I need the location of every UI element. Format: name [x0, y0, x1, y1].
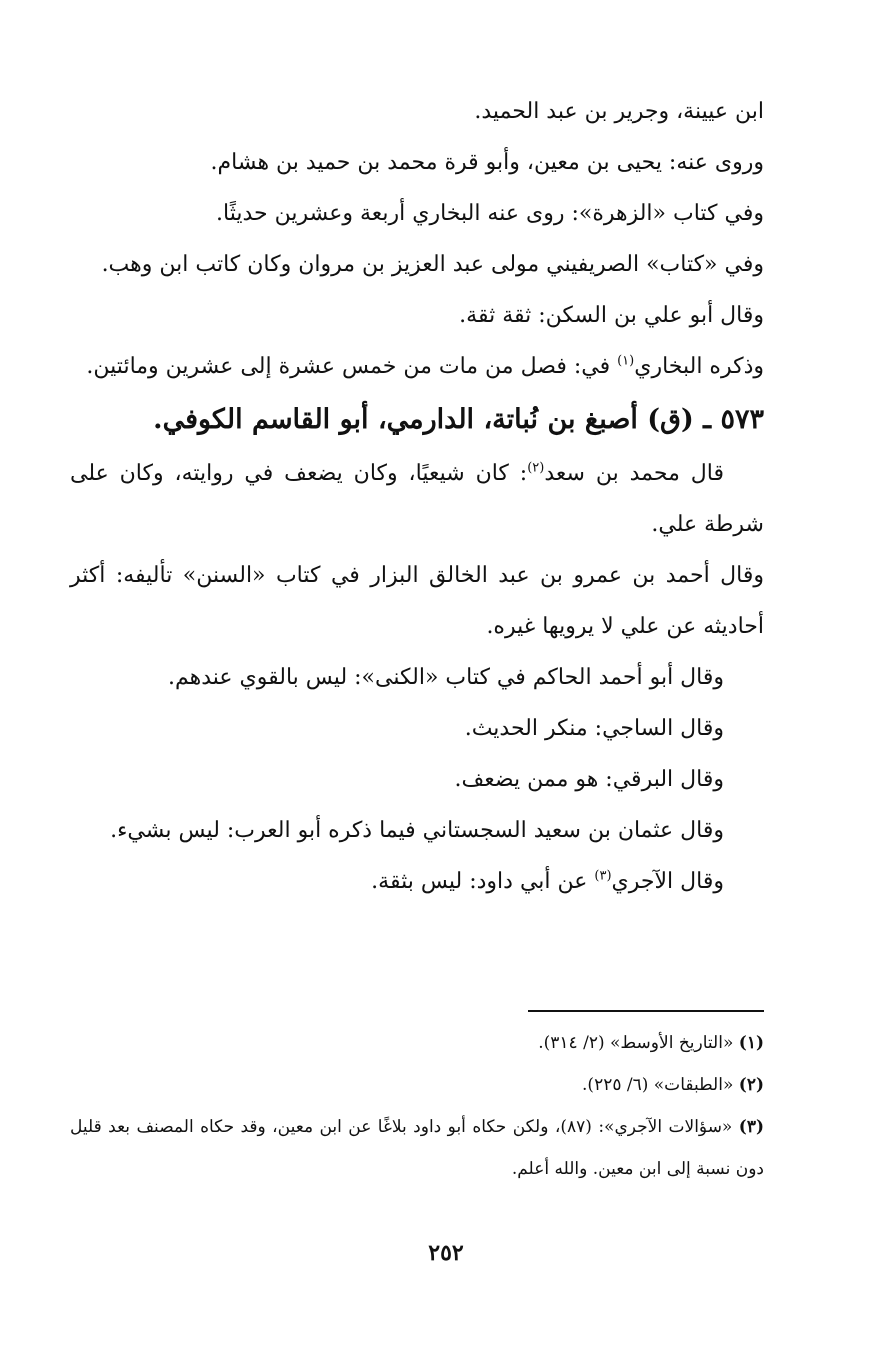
footnote-number: (١) — [738, 1033, 764, 1053]
text-line: وفي كتاب «الزهرة»: روى عنه البخاري أربعة وعشرين حديثًا. — [216, 201, 764, 226]
text-line: وفي «كتاب» الصريفيني مولى عبد العزيز بن مروان وكان كاتب ابن وهب. — [101, 252, 764, 277]
text-line: وقال أحمد بن عمرو بن عبد الخالق البزار في كتاب «السنن» تأليفه: أكثر أحاديثه عن علي لا يرويها غيره. — [70, 563, 764, 639]
footnote-text: «سؤالات الآجري»: (٨٧)، ولكن حكاه أبو داود بلاغًا عن ابن معين، وقد حكاه المصنف بعد قليل دون نسبة إلى ابن معين. والله أعلم. — [70, 1117, 764, 1179]
text-line: ابن عيينة، وجرير بن عبد الحميد. — [474, 99, 764, 124]
footnote-number: (٢) — [738, 1075, 764, 1095]
footnote-ref: (١) — [617, 353, 635, 369]
text-line-bukhari — [70, 341, 764, 392]
footnote-divider — [528, 1010, 764, 1012]
footnote — [70, 1064, 764, 1106]
text-line-ibnsaad — [70, 448, 764, 550]
text-span: وذكره البخاري — [634, 354, 764, 379]
text-line: وقال الساجي: منكر الحديث. — [464, 716, 724, 741]
text-line: وقال أبو علي بن السكن: ثقة ثقة. — [459, 303, 764, 328]
text-line: وقال أبو أحمد الحاكم في كتاب «الكنى»: ليس بالقوي عندهم. — [167, 665, 724, 690]
footnotes — [70, 1022, 764, 1190]
main-text — [70, 86, 764, 907]
footnote-ref: (٣) — [594, 868, 612, 884]
text-span: عن أبي داود: ليس بثقة. — [371, 869, 595, 894]
text-span: وقال الآجري — [611, 869, 724, 894]
footnote — [70, 1106, 764, 1190]
footnote-text: «الطبقات» (٦/ ٢٢٥). — [582, 1075, 734, 1095]
text-span: قال محمد بن سعد — [544, 461, 724, 486]
footnote-ref: (٢) — [527, 460, 545, 476]
footnote-text: «التاريخ الأوسط» (٢/ ٣١٤). — [538, 1033, 734, 1053]
text-line: وروى عنه: يحيى بن معين، وأبو قرة محمد بن حميد بن هشام. — [210, 150, 764, 175]
text-span: : كان شيعيًا، وكان يضعف في روايته، وكان على شرطة علي. — [70, 461, 764, 537]
footnote — [70, 1022, 764, 1064]
entry-heading: ٥٧٣ ـ (ق) أصبغ بن نُباتة، الدارمي، أبو القاسم الكوفي. — [153, 404, 764, 435]
footnote-number: (٣) — [738, 1117, 765, 1137]
page-number: ٢٥٢ — [428, 1240, 464, 1266]
text-line-ajurri — [70, 856, 764, 907]
text-line: وقال البرقي: هو ممن يضعف. — [454, 767, 724, 792]
text-span: في: فصل من مات من خمس عشرة إلى عشرين ومائتين. — [86, 354, 618, 379]
text-line: وقال عثمان بن سعيد السجستاني فيما ذكره أبو العرب: ليس بشيء. — [110, 818, 724, 843]
